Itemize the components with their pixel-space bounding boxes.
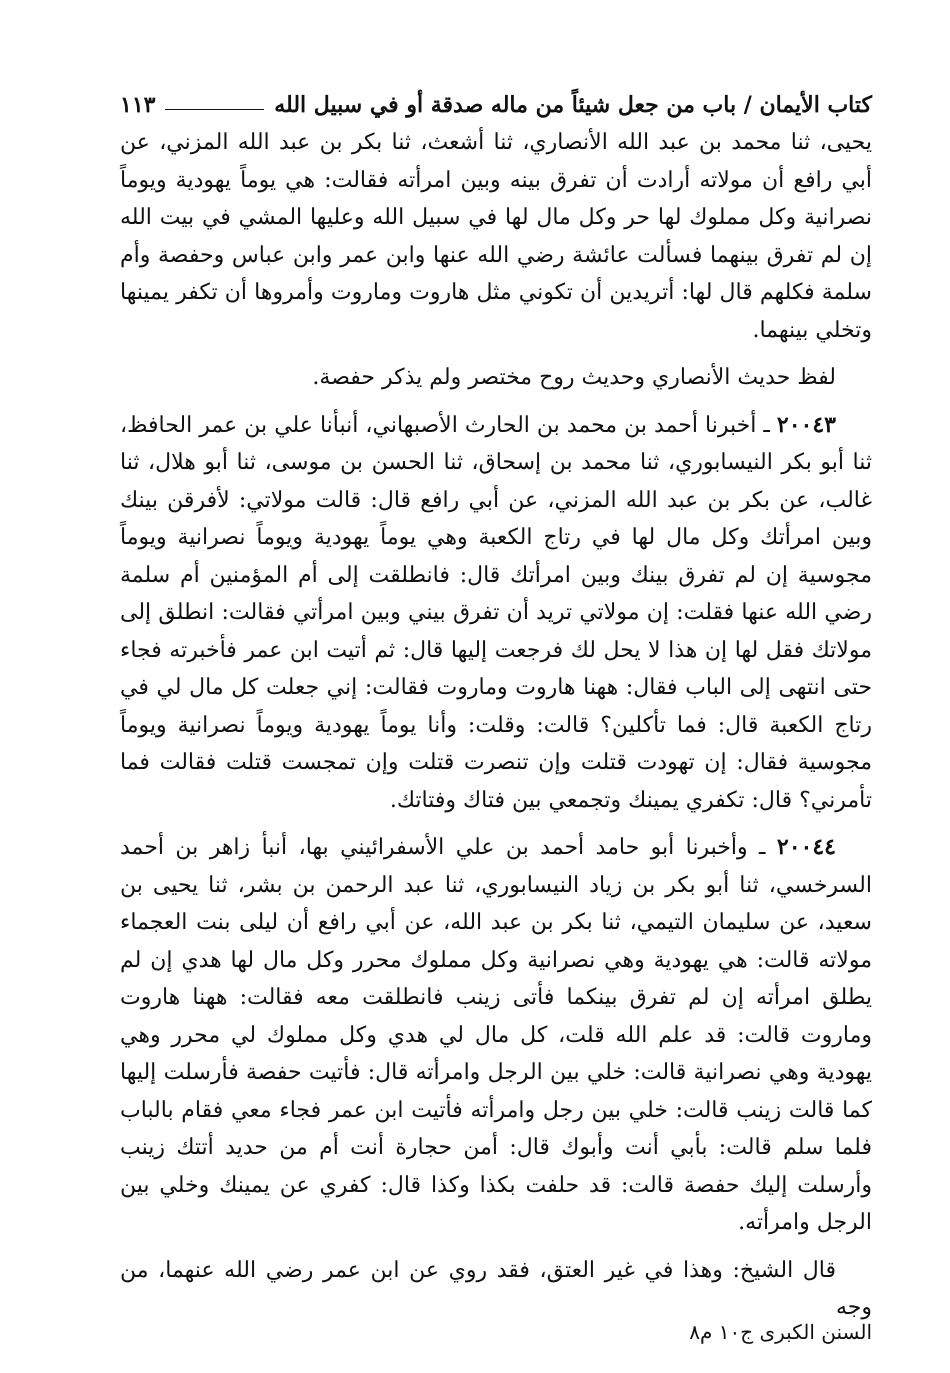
running-header — [120, 84, 872, 118]
paragraph-shaykh — [120, 1252, 872, 1327]
paragraph-text: لفظ حديث الأنصاري وحديث روح مختصر ولم يذكر حفصة. — [312, 365, 836, 390]
hadith-number: ٢٠٠٤٣ — [776, 411, 836, 438]
page-number: ١١٣ — [120, 92, 156, 118]
paragraph-text: ـ أخبرنا أحمد بن محمد بن الحارث الأصبهاني، أنبأنا علي بن عمر الحافظ، ثنا أبو بكر النيسابوري، ثنا محمد بن إسحاق، ثنا الحسن بن موسى، ثنا أبو هلال، ثنا غالب، عن بكر بن عبد الله المزني، عن أبي رافع قال: قالت مولاتي: لأفرقن بينك وبين امرأتك وكل مال لها في رتاج الكعبة وهي يوماً يهودية ويوماً نصرانية ويوماً مجوسية إن لم تفرق بينك وبين امرأتك قال: فانطلقت إلى أم المؤمنين أم سلمة رضي الله عنها فقلت: إن مولاتي تريد أن تفرق بيني وبين امرأتي فقالت: انطلق إلى مولاتك فقل لها إن هذا لا يحل لك فرجعت إليها قال: ثم أتيت ابن عمر فأخبرته فجاء حتى انتهى إلى الباب فقال: ههنا هاروت وماروت فقالت: إني جعلت كل مال لي في رتاج الكعبة قال: فما تأكلين؟ قالت: وقلت: وأنا يوماً يهودية ويوماً نصرانية ويوماً مجوسية فقال: إن تهودت قتلت وإن تنصرت قتلت وإن تمجست قتلت فقالت فما تأمرني؟ قال: تكفري يمينك وتجمعي بين فتاك وفتاتك. — [120, 412, 872, 813]
body-text — [120, 124, 872, 1327]
hadith-20043 — [120, 407, 872, 820]
paragraph-text: يحيى، ثنا محمد بن عبد الله الأنصاري، ثنا أشعث، ثنا بكر بن عبد الله المزني، عن أبي رافع أن مولاته أرادت أن تفرق بينه وبين امرأته فقالت: هي يوماً يهودية ويوماً نصرانية وكل مملوك لها حر وكل مال لها في سبيل الله وعليها المشي في بيت الله إن لم تفرق بينهما فسألت عائشة رضي الله عنها وابن عمر وابن عباس وحفصة وأم سلمة فكلهم قال لها: أتريدين أن تكوني مثل هاروت وماروت وأمروها أن تكفر يمينها وتخلي بينهما. — [120, 130, 872, 343]
volume-signature: السنن الكبرى ج١٠ م٨ — [689, 1320, 872, 1344]
chapter-title: كتاب الأيمان / باب من جعل شيئاً من ماله صدقة أو في سبيل الله — [274, 92, 872, 118]
paragraph-text: قال الشيخ: وهذا في غير العتق، فقد روي عن ابن عمر رضي الله عنهما، من وجه — [120, 1257, 872, 1320]
paragraph-note — [120, 359, 872, 397]
paragraph-continuation — [120, 124, 872, 349]
paragraph-text: ـ وأخبرنا أبو حامد أحمد بن علي الأسفرائيني بها، أنبأ زاهر بن أحمد السرخسي، ثنا أبو بكر بن زياد النيسابوري، ثنا عبد الرحمن بن بشر، ثنا يحيى بن سعيد، عن سليمان التيمي، ثنا بكر بن عبد الله، عن أبي رافع أن ليلى بنت العجماء مولاته قالت: هي يهودية وهي نصرانية وكل مملوك محرر وكل مال لها هدي إن لم يطلق امرأته إن لم تفرق بينكما فأتى زينب فانطلقت معه فقالت: ههنا هاروت وماروت قالت: قد علم الله قلت، كل مال لي هدي وكل مملوك لي محرر وهي يهودية وهي نصرانية قالت: خلي بين الرجل وامرأته قال: فأتيت حفصة فأرسلت إليها كما قالت زينب قالت: خلي بين رجل وامرأته فأتيت ابن عمر فجاء معي فقام بالباب فلما سلم قالت: بأبي أنت وأبوك قال: أمن حجارة أنت أم من حديد أتتك زينب وأرسلت إليك حفصة قالت: قد حلفت بكذا وكذا قال: كفري عن يمينك وخلي بين الرجل وامرأته. — [120, 835, 872, 1235]
hadith-20044 — [120, 829, 872, 1242]
hadith-number: ٢٠٠٤٤ — [776, 834, 836, 860]
header-rule — [165, 109, 264, 110]
